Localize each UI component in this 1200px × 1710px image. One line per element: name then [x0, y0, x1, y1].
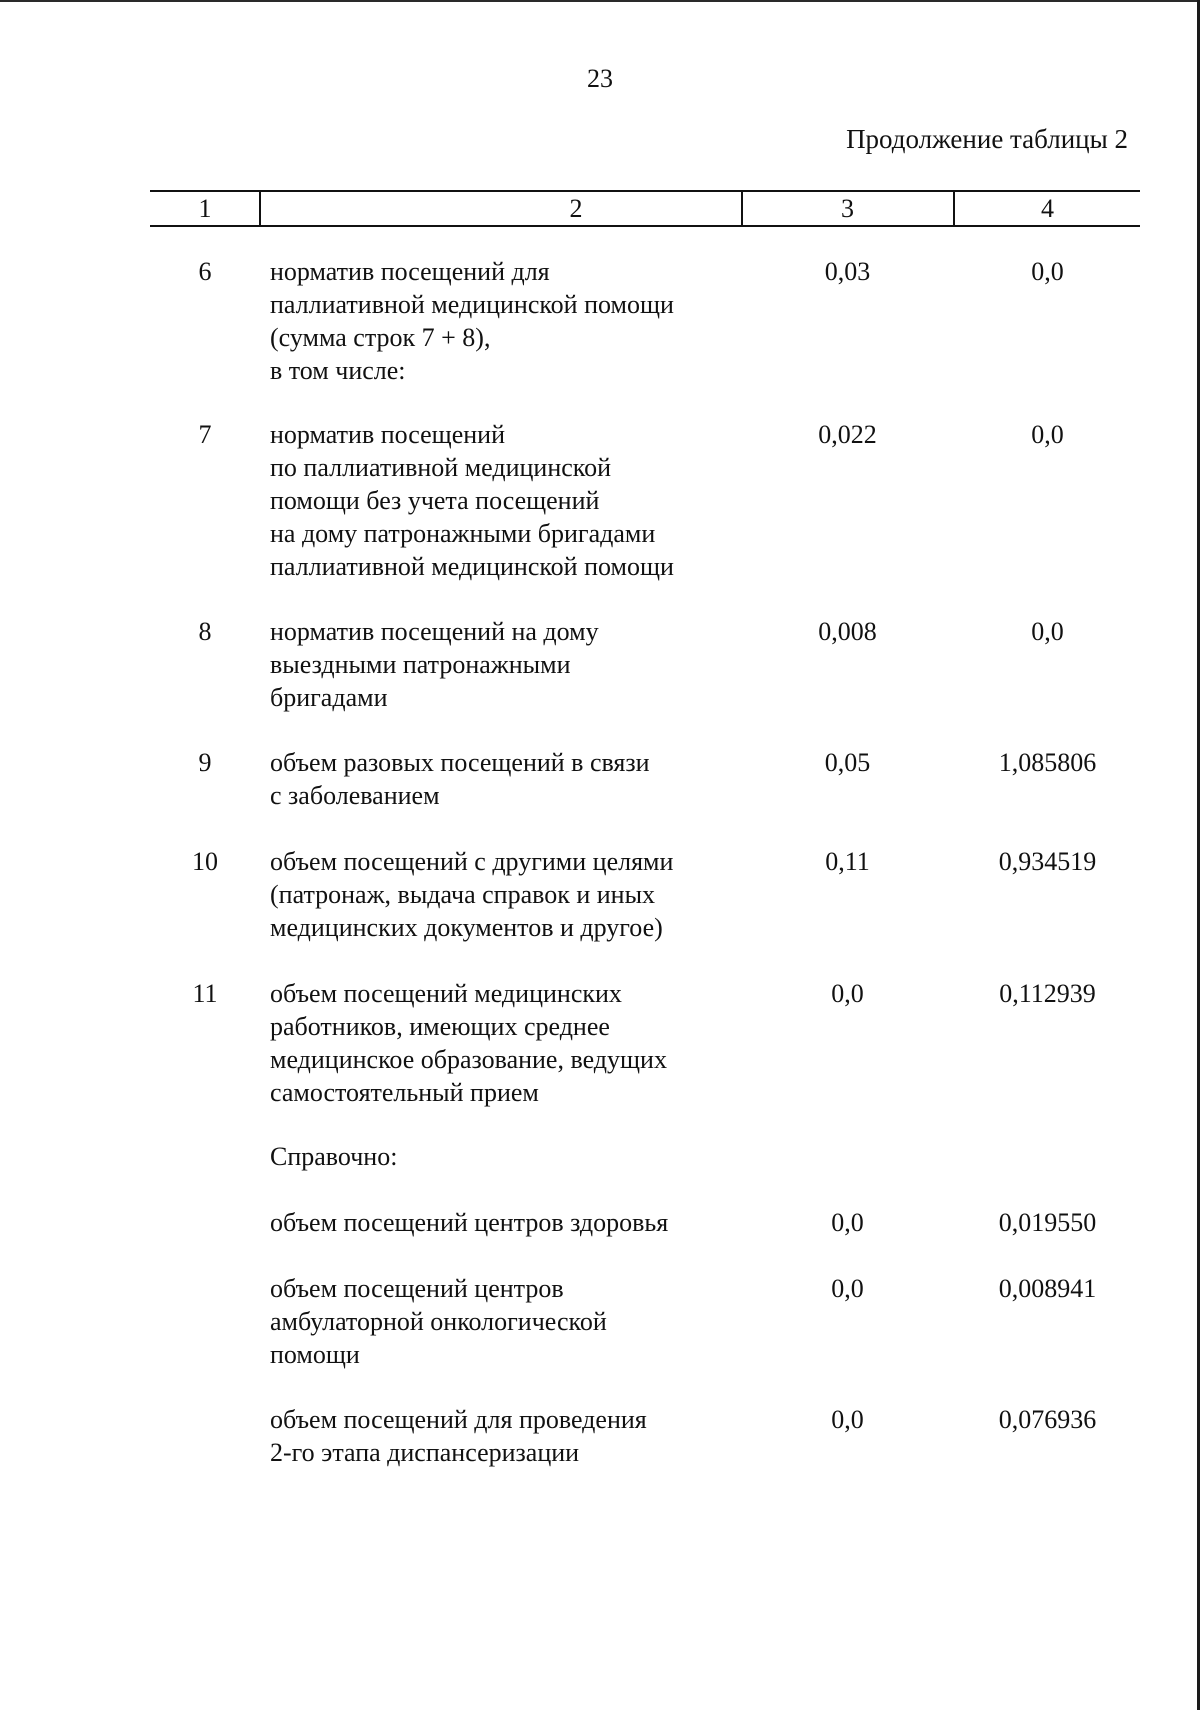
description-line: объем посещений для проведения — [270, 1405, 647, 1434]
row-description — [270, 1403, 740, 1469]
value-col3: 0,0 — [831, 979, 864, 1008]
value-col4: 0,0 — [1031, 617, 1064, 646]
value-col3: 0,03 — [824, 257, 871, 286]
description-line: объем посещений с другими целями — [270, 847, 674, 876]
value-col4: 0,112939 — [999, 979, 1096, 1008]
value-col3: 0,05 — [824, 748, 871, 777]
value-col4: 0,0 — [1031, 420, 1064, 449]
description-line: (сумма строк 7 + 8), — [270, 323, 491, 352]
row-number: 7 — [198, 420, 212, 449]
description-line: помощи без учета посещений — [270, 486, 600, 515]
value-col4: 0,008941 — [998, 1274, 1097, 1303]
description-line: паллиативной медицинской помощи — [270, 290, 674, 319]
value-col3: 0,0 — [831, 1405, 864, 1434]
description-line: самостоятельный прием — [270, 1078, 539, 1107]
row-description — [270, 255, 740, 387]
row-description — [270, 845, 740, 944]
value-col3: 0,0 — [831, 1208, 864, 1237]
value-col4: 0,934519 — [998, 847, 1097, 876]
description-line: медицинское образование, ведущих — [270, 1045, 667, 1074]
row-description — [270, 1272, 740, 1371]
description-line: бригадами — [270, 683, 388, 712]
row-number: 6 — [198, 257, 212, 286]
description-line: объем посещений центров — [270, 1274, 564, 1303]
value-col4: 1,085806 — [998, 748, 1097, 777]
description-line: норматив посещений — [270, 420, 505, 449]
description-line: паллиативной медицинской помощи — [270, 552, 674, 581]
description-line: объем посещений медицинских — [270, 979, 622, 1008]
header-cell-1: 1 — [198, 194, 212, 223]
header-cell-2: 2 — [569, 194, 583, 223]
description-line: (патронаж, выдача справок и иных — [270, 880, 656, 909]
description-line: норматив посещений на дому — [270, 617, 599, 646]
description-line: Справочно: — [270, 1142, 398, 1171]
description-line: 2-го этапа диспансеризации — [270, 1438, 580, 1467]
description-line: на дому патронажными бригадами — [270, 519, 656, 548]
description-line: амбулаторной онкологической — [270, 1307, 607, 1336]
scan-edge-top — [0, 0, 1200, 2]
row-description — [270, 1206, 740, 1239]
value-col4: 0,019550 — [998, 1208, 1097, 1237]
row-description — [270, 615, 740, 714]
page-number: 23 — [587, 64, 613, 93]
row-description — [270, 1140, 740, 1173]
value-col3: 0,0 — [831, 1274, 864, 1303]
description-line: с заболеванием — [270, 781, 440, 810]
description-line: норматив посещений для — [270, 257, 550, 286]
description-line: помощи — [270, 1340, 360, 1369]
header-cell-3: 3 — [841, 194, 854, 223]
row-number: 11 — [192, 979, 218, 1008]
row-description — [270, 418, 740, 583]
description-line: по паллиативной медицинской — [270, 453, 612, 482]
description-line: объем разовых посещений в связи — [270, 748, 650, 777]
value-col3: 0,008 — [818, 617, 877, 646]
table-continuation-label: Продолжение таблицы 2 — [846, 124, 1128, 154]
row-number: 9 — [198, 748, 212, 777]
value-col4: 0,0 — [1031, 257, 1064, 286]
description-line: выездными патронажными — [270, 650, 571, 679]
description-line: объем посещений центров здоровья — [270, 1208, 669, 1237]
table-header — [150, 190, 1140, 227]
header-cell-4: 4 — [1041, 194, 1054, 223]
description-line: медицинских документов и другое) — [270, 913, 663, 942]
row-number: 8 — [198, 617, 212, 646]
row-number: 10 — [192, 847, 218, 876]
row-description — [270, 746, 740, 812]
description-line: работников, имеющих среднее — [270, 1012, 610, 1041]
description-line: в том числе: — [270, 356, 406, 385]
value-col3: 0,022 — [818, 420, 877, 449]
value-col3: 0,11 — [825, 847, 870, 876]
value-col4: 0,076936 — [998, 1405, 1097, 1434]
row-description — [270, 977, 740, 1109]
